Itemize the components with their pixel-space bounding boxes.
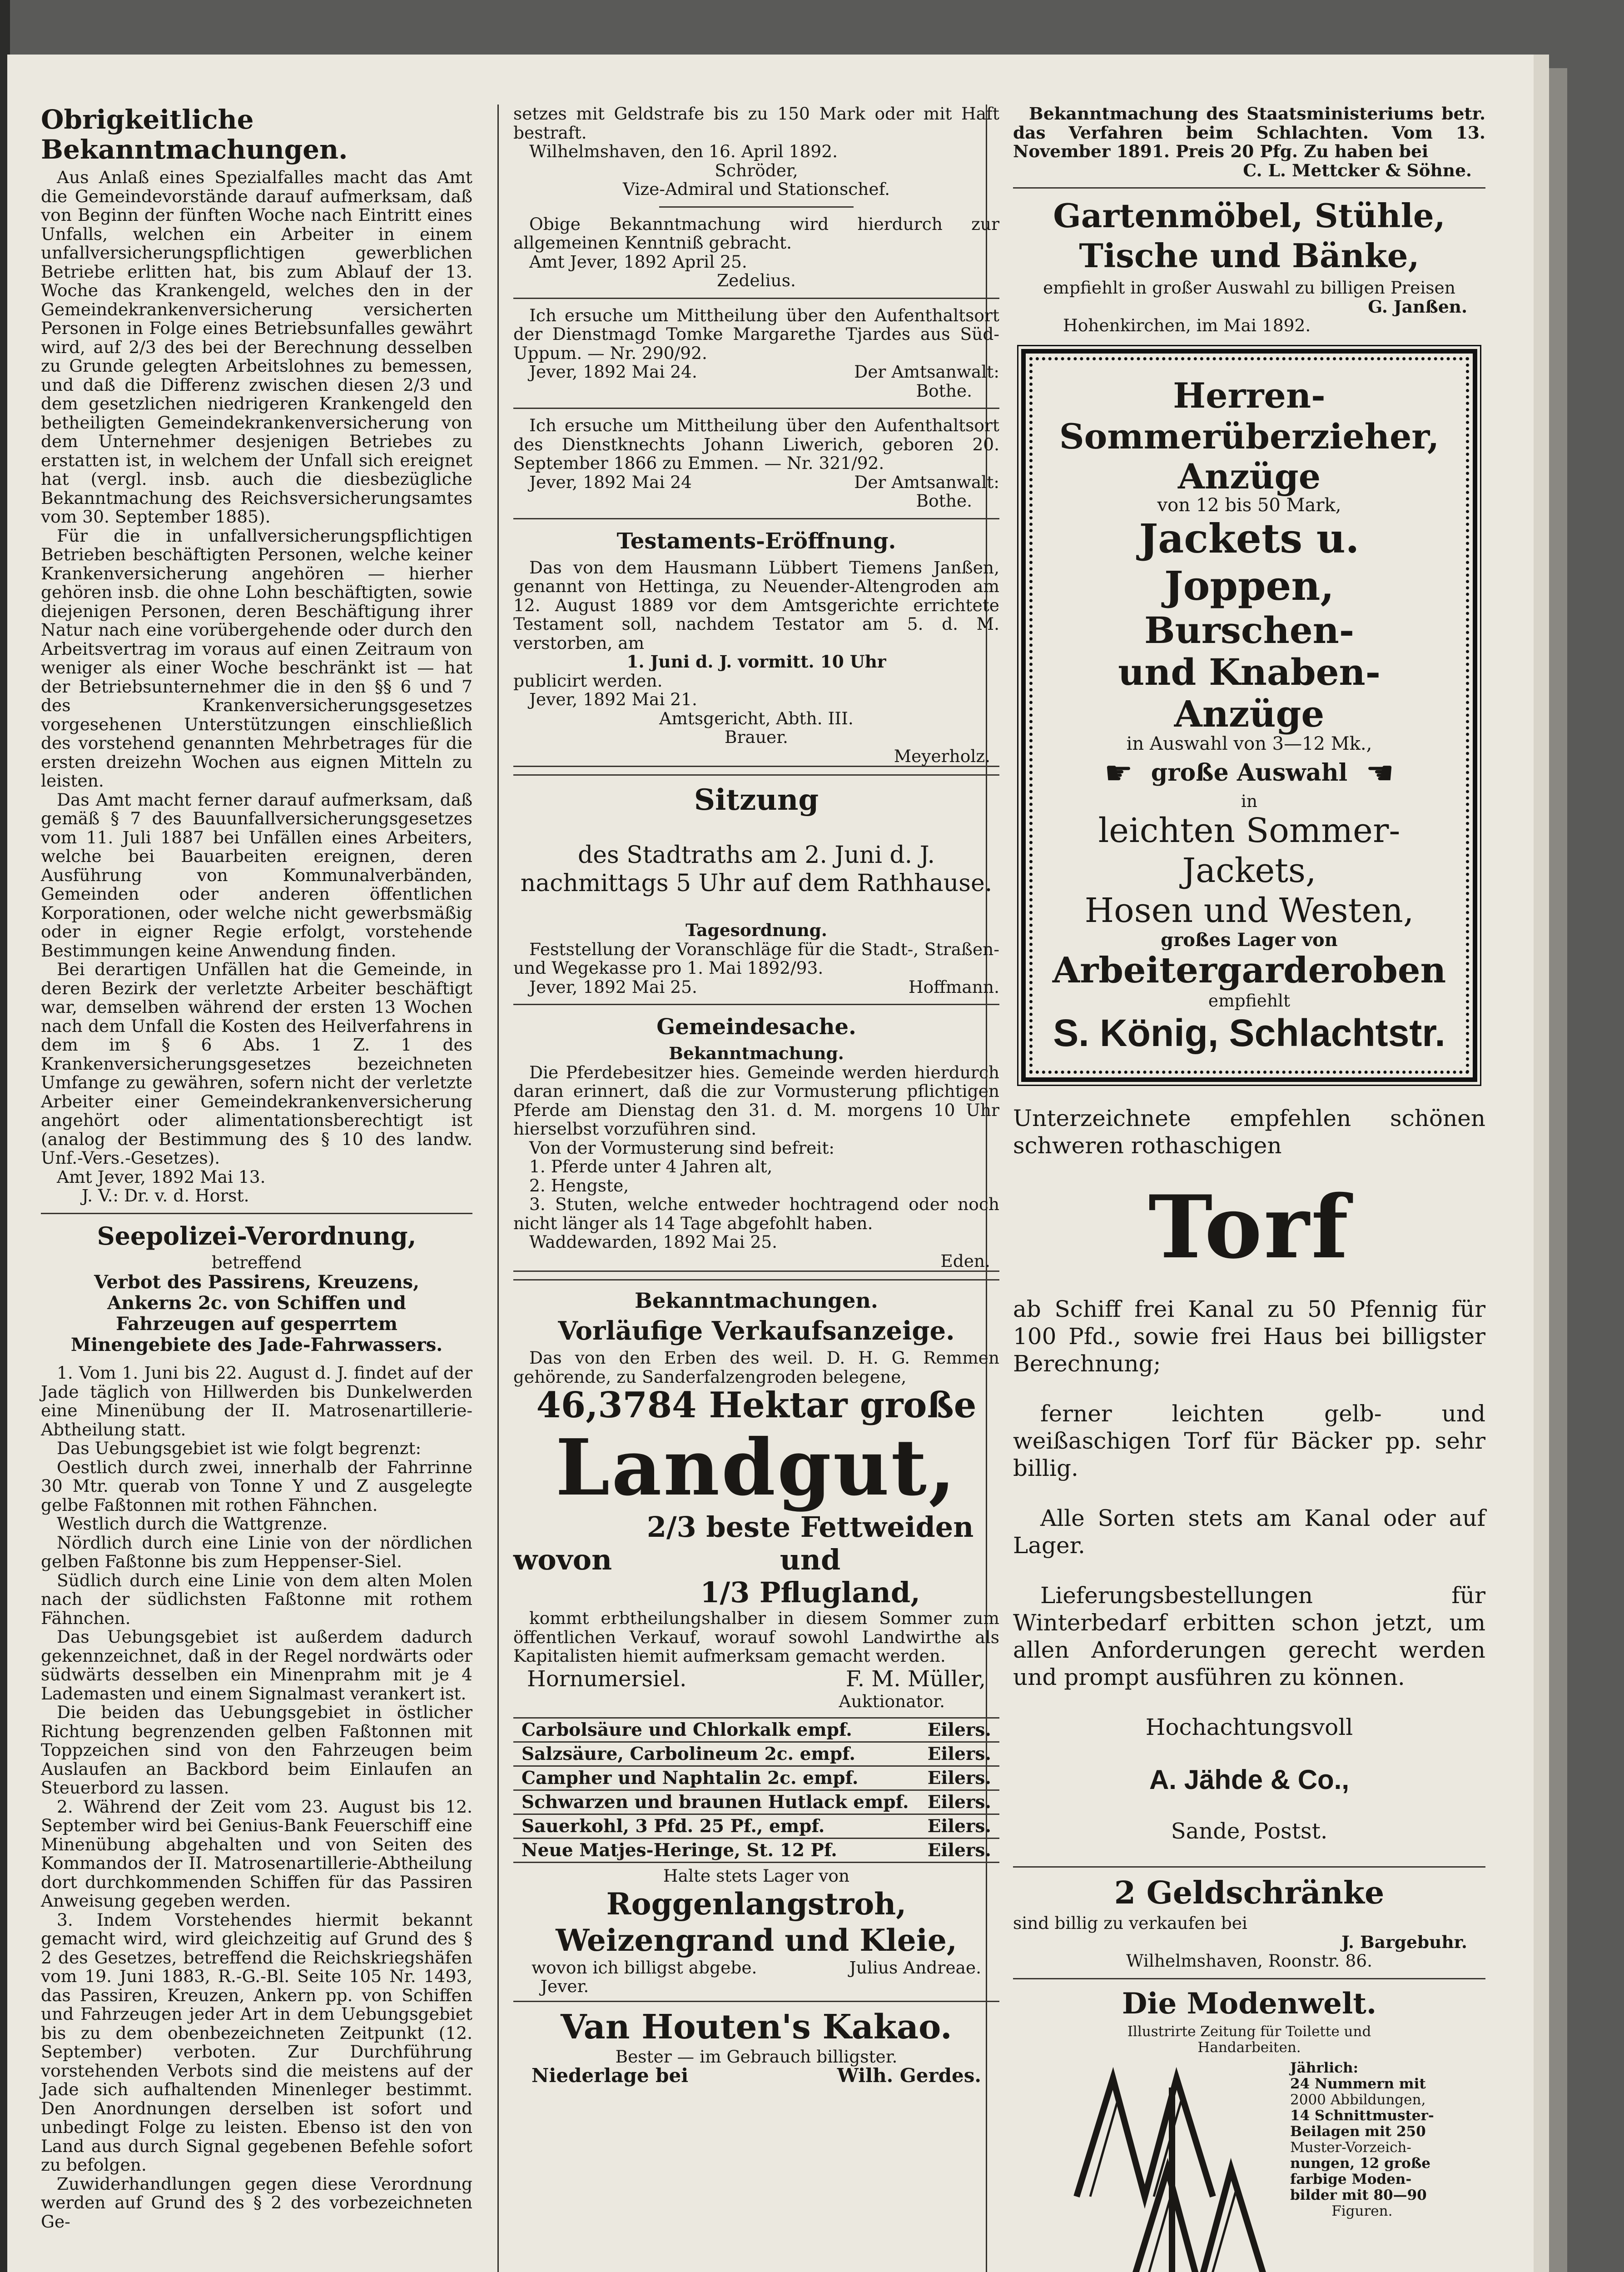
ad-line-herren: Herren-Sommerüberzieher, bbox=[1059, 375, 1440, 457]
ad-text: Niederlage bei bbox=[531, 2064, 689, 2087]
notice-paragraph: Für die in unfallversicherungspflichtigen Betrieben beschäftigten Personen, welche keiner Krankenversicherung angehören — hierher gehören insb. die ohne Lohn beschäftigten, sowie diejenigen Personen, deren Beschäftigung ihrer Natur nach eine vorübergehende oder durch den Arbeitsvertrag im voraus auf einen Zeitraum von weniger als einer Woche beschränkt ist — hat der Betriebsunternehmer die in den §§ 6 und 7 des Krankenversicherungsgesetzes vorgesehenen Unterstützungen einschließlich des vorstehend genannten Mehrbetrages für die ersten dreizehn Wochen aus eignen Mitteln zu leisten. bbox=[41, 525, 472, 791]
regulation-paragraph: 2. Während der Zeit vom 23. August bis 12. September wird bei Genius-Bank Feuerschiff eine Minenübung abgehalten und von Seiten des Kommandos der II. Matrosenartillerie-Abtheilung dort durchkommenden Schiffen für das Passiren Anweisung gegeben werden. bbox=[41, 1796, 472, 1911]
ad-subtitle: Illustrirte Zeitung für Toilette und Handarbeiten. bbox=[1127, 2023, 1371, 2056]
notice-text: Von der Vormusterung sind befreit: bbox=[529, 1137, 835, 1158]
sale-text: kommt erbtheilungshalber in diesem Sommer zum öffentlichen Verkauf, worauf sowohl Landwirthe als Kapitalisten hiemit aufmerksam gemacht werden. bbox=[513, 1608, 999, 1666]
modenwelt-detail: nungen, 12 große bbox=[1290, 2155, 1431, 2172]
notice-office: Der Amtsanwalt: bbox=[854, 472, 999, 492]
sitzung-text: des Stadtraths am 2. Juni d. J. nachmittags 5 Uhr auf dem Rathhause. bbox=[520, 842, 993, 897]
notice-place-date: Jever, 1892 Mai 24. bbox=[529, 362, 697, 382]
ad-line-grosse: große Auswahl bbox=[1151, 758, 1348, 787]
signature-name: J. V.: Dr. v. d. Horst. bbox=[82, 1186, 249, 1206]
ad-text: Lieferungsbestellungen für Winterbedarf erbitten schon jetzt, um allen Anforderungen gerecht werden und prompt ausführen zu können. bbox=[1013, 1582, 1485, 1690]
sale-text: Das von den Erben des weil. D. H. G. Remmen gehörende, zu Sanderfalzengroden belegene, bbox=[513, 1348, 999, 1387]
ad-line-burschen: Burschen- bbox=[1144, 609, 1355, 652]
sale-wovon: wovon bbox=[513, 1543, 612, 1576]
regulation-paragraph: Das Uebungsgebiet ist wie folgt begrenzt: bbox=[57, 1438, 422, 1458]
modenwelt-detail: Beilagen mit 250 bbox=[1290, 2123, 1426, 2140]
divider bbox=[1013, 1978, 1485, 1979]
ad-vendor: Eilers. bbox=[927, 1744, 991, 1764]
heading-testament: Testaments-Eröffnung. bbox=[616, 528, 896, 554]
notice-text: Das von dem Hausmann Lübbert Tiemens Janßen, genannt von Hettinga, zu Neuender-Altengroden am 12. August 1889 vor dem Amtsgerichte errichtete Testament soll, nachdem Testator am 5. d. M. verstorben, am bbox=[513, 557, 999, 653]
ad-text: Alle Sorten stets am Kanal oder auf Lager. bbox=[1013, 1505, 1485, 1559]
notice-text: Obige Bekanntmachung wird hierdurch zur allgemeinen Kenntniß gebracht. bbox=[513, 214, 999, 253]
notice-signature: Bothe. bbox=[916, 380, 972, 401]
ad-text: Hochachtungsvoll bbox=[1145, 1714, 1353, 1740]
column-2 bbox=[513, 105, 999, 2085]
ad-text: Halte stets Lager von bbox=[663, 1866, 850, 1886]
notice-paragraph: Aus Anlaß eines Spezialfalles macht das Amt die Gemeindevorstände darauf aufmerksam, daß von Beginn der fünften Woche nach Eintritt eines Unfalls, welchen ein Arbeiter in einem unfallversicherungspflichtigen gewerblichen Betriebe erlitten hat, bis zum Ablauf der 13. Woche das Krankengeld, welches den in der Gemeindekrankenversicherung versicherten Personen in Folge eines Betriebsunfalles gewährt wird, auf 2/3 des bei der Berechnung desselben zu Grunde gelegten Arbeitslohnes zu bemessen, und daß die Differenz zwischen diesen 2/3 und dem gesetzlichen niedrigeren Krankengeld den betheiligten Gemeindekrankenversicherung von dem Unternehmer desjenigen Betriebes zu erstatten ist, in welchem der Unfall sich ereignet hat (vergl. insb. auch die diesbezügliche Bekanntmachung des Reichsversicherungsamtes vom 30. September 1885). bbox=[41, 167, 472, 527]
regulation-paragraph: 1. Vom 1. Juni bis 22. August d. J. findet auf der Jade täglich von Hillwerden bis Dunkelwerden eine Minenübung der II. Matrosenartillerie-Abtheilung statt. bbox=[41, 1363, 472, 1440]
divider bbox=[513, 1279, 999, 1280]
ad-heading-gartenmoebel: Gartenmöbel, Stühle, Tische und Bänke, bbox=[1053, 196, 1445, 275]
notice-signature: Hoffmann. bbox=[908, 977, 999, 997]
sale-area: 46,3784 Hektar große bbox=[536, 1385, 977, 1426]
sale-place: Hornumersiel. bbox=[527, 1666, 687, 1692]
divider bbox=[513, 408, 999, 409]
notice-place-date: Jever, 1892 Mai 24 bbox=[529, 472, 692, 492]
page-stack bbox=[1549, 68, 1567, 2272]
regulation-paragraph: Westlich durch die Wattgrenze. bbox=[57, 1514, 328, 1534]
divider bbox=[513, 518, 999, 519]
column-rule bbox=[497, 105, 499, 2272]
divider bbox=[659, 206, 854, 208]
modenwelt-detail: bilder mit 80—90 bbox=[1290, 2187, 1427, 2203]
ad-line-in: in bbox=[1241, 791, 1258, 811]
divider bbox=[513, 298, 999, 299]
notice-place-date: Amt Jever, 1892 April 25. bbox=[529, 251, 747, 272]
notice-signature: Zedelius. bbox=[717, 270, 796, 290]
notice-text: Bekanntmachung des Staatsministeriums betr. das Verfahren beim Schlachten. Vom 13. November 1891. Preis 20 Pfg. Zu haben bei bbox=[1013, 104, 1485, 161]
modenwelt-detail: Figuren. bbox=[1331, 2202, 1393, 2219]
sale-auctioneer: F. M. Müller, bbox=[845, 1666, 986, 1692]
notice-text: Ich ersuche um Mittheilung über den Aufenthaltsort der Dienstmagd Tomke Margarethe Tjardes aus Süd-Uppum. — Nr. 290/92. bbox=[513, 305, 999, 363]
column-3 bbox=[1013, 105, 1485, 2272]
ad-vendor: G. Janßen. bbox=[1368, 296, 1467, 317]
modenwelt-detail: 2000 Abbildungen, bbox=[1290, 2091, 1426, 2108]
notice-text: Ich ersuche um Mittheilung über den Aufenthaltsort des Dienstknechts Johann Liwerich, geboren 20. September 1866 zu Emmen. — Nr. 321/92. bbox=[513, 415, 999, 473]
regulation-paragraph: Nördlich durch eine Linie von der nördlichen gelben Faßtonne bis zum Heppenser-Siel. bbox=[41, 1532, 472, 1571]
notice-signature: Schröder, bbox=[715, 160, 798, 180]
ad-line: Sauerkohl, 3 Pfd. 25 Pf., empf. bbox=[521, 1816, 825, 1837]
ad-vendor: Eilers. bbox=[927, 1792, 991, 1813]
modenwelt-detail: 14 Schnittmuster- bbox=[1290, 2107, 1434, 2124]
ad-line: Salzsäure, Carbolineum 2c. empf. bbox=[521, 1744, 855, 1764]
notice-place-date: Waddewarden, 1892 Mai 25. bbox=[529, 1232, 778, 1252]
ad-heading-vanhouten: Van Houten's Kakao. bbox=[561, 2007, 952, 2047]
divider bbox=[513, 1004, 999, 1005]
ad-text: ferner leichten gelb- und weißaschigen Torf für Bäcker pp. sehr billig. bbox=[1013, 1400, 1485, 1481]
notice-text: setzes mit Geldstrafe bis zu 150 Mark oder mit Haft bestraft. bbox=[513, 104, 999, 143]
ad-heading-modenwelt: Die Modenwelt. bbox=[1122, 1986, 1377, 2021]
ad-line-vendor: S. König, Schlachtstr. bbox=[1053, 1011, 1445, 1054]
heading-sitzung: Sitzung bbox=[694, 783, 819, 817]
ad-vendor: Eilers. bbox=[927, 1719, 991, 1740]
ad-place: Sande, Postst. bbox=[1171, 1819, 1328, 1844]
regulation-paragraph: Das Uebungsgebiet ist außerdem dadurch gekennzeichnet, daß in der Regel nordwärts oder südwärts desselben ein Minenprahm mit je 4 Lademasten und einem Signalmast verankert ist. bbox=[41, 1627, 472, 1704]
ad-line-price: von 12 bis 50 Mark, bbox=[1157, 494, 1341, 516]
subheading: Bekanntmachung. bbox=[669, 1043, 844, 1063]
signature-place: Amt Jever, 1892 Mai 13. bbox=[57, 1166, 266, 1187]
ad-line-arbeitergarderoben: Arbeitergarderoben bbox=[1052, 949, 1446, 991]
ad-text: sind billig zu verkaufen bei bbox=[1013, 1913, 1247, 1933]
column-1 bbox=[41, 105, 472, 2231]
modenwelt-detail: Muster-Vorzeich- bbox=[1290, 2139, 1411, 2156]
regulation-paragraph: 3. Indem Vorstehendes hiermit bekannt gemacht wird, wird gleichzeitig auf Grund des § 2 des Gesetzes, betreffend die Reichskriegshäfen vom 19. Juni 1883, R.-G.-Bl. Seite 105 Nr. 1493, das Passiren, Kreuzen, Ankern pp. von Schiffen und Fahrzeugen jeder Art in dem Uebungsgebiet bis zu dem obenbezeichneten Zeitpunkt (12. September) verboten. Zur Durchführung vorstehenden Verbots sind die meistens auf der Jade sich aufhaltenden Minenleger bestimmt. Den Anordnungen derselben ist sofort und unbedingt Folge zu leisten. Ebenso ist den von Land aus durch Signal gegebenen Befehle sofort zu befolgen. bbox=[41, 1909, 472, 2175]
page-edge bbox=[1534, 55, 1549, 2272]
notice-office: Der Amtsanwalt: bbox=[854, 362, 999, 382]
ad-heading-roggen: Roggenlangstroh, Weizengrand und Kleie, bbox=[556, 1886, 957, 1958]
modenwelt-logo-icon bbox=[1063, 2060, 1281, 2272]
list-item: 1. Pferde unter 4 Jahren alt, bbox=[529, 1156, 773, 1176]
heading-gemeindesache: Gemeindesache. bbox=[656, 1014, 856, 1040]
ad-line-knaben: und Knaben-Anzüge bbox=[1118, 651, 1381, 735]
ad-line: Schwarzen und braunen Hutlack empf. bbox=[521, 1792, 909, 1813]
ad-line-anzuege: Anzüge bbox=[1177, 456, 1321, 497]
heading-verkaufsanzeige: Vorläufige Verkaufsanzeige. bbox=[558, 1316, 955, 1346]
ad-text: wovon ich billigst abgebe. bbox=[531, 1957, 757, 1978]
regulation-paragraph: Südlich durch eine Linie von dem alten Molen nach der südlichsten Faßtonne mit rothem Fähnchen. bbox=[41, 1570, 472, 1628]
list-item: 2. Hengste, bbox=[529, 1175, 629, 1196]
pointing-hand-left-icon: ☚ bbox=[1366, 754, 1395, 792]
ad-text: Unterzeichnete empfehlen schönen schweren rothaschigen bbox=[1013, 1105, 1485, 1159]
ad-line-auswahl: in Auswahl von 3—12 Mk., bbox=[1126, 733, 1372, 754]
regulation-paragraph: Zuwiderhandlungen gegen diese Verordnung werden auf Grund des § 2 des vorbezeichneten Ge- bbox=[41, 2173, 472, 2232]
ad-place-date: Hohenkirchen, im Mai 1892. bbox=[1063, 315, 1311, 335]
ad-signature: Julius Andreae. bbox=[849, 1957, 981, 1978]
subheading-verbot: Verbot des Passirens, Kreuzens, Ankerns 2c. von Schiffen und Fahrzeugen auf gesperrtem Minengebiete des Jade-Fahrwassers. bbox=[70, 1271, 443, 1355]
ad-place: Jever. bbox=[541, 1976, 589, 1996]
notice-signature: Brauer. bbox=[725, 727, 788, 747]
ad-place: Wilhelmshaven, Roonstr. 86. bbox=[1126, 1951, 1373, 1971]
heading-obrigkeitliche: Obrigkeitliche Bekanntmachungen. bbox=[41, 104, 348, 165]
sitzung-agenda: Feststellung der Voranschläge für die Stadt-, Straßen- und Wegekasse pro 1. Mai 1892/93. bbox=[513, 939, 999, 978]
modenwelt-detail: Jährlich: bbox=[1290, 2059, 1359, 2076]
list-item: 3. Stuten, welche entweder hochtragend oder noch nicht länger als 14 Tage abgefohlt haben. bbox=[513, 1194, 999, 1233]
modenwelt-detail: farbige Moden- bbox=[1290, 2171, 1412, 2187]
ad-vendor: Eilers. bbox=[927, 1768, 991, 1789]
notice-date-emphasis: 1. Juni d. J. vormitt. 10 Uhr bbox=[626, 652, 886, 672]
regulation-paragraph: Oestlich durch zwei, innerhalb der Fahrrinne 30 Mtr. querab von Tonne Y und Z ausgelegte gelbe Faßtonnen mit rothen Fähnchen. bbox=[41, 1457, 472, 1515]
notice-paragraph: Bei derartigen Unfällen hat die Gemeinde, in deren Bezirk der verletzte Arbeiter beschäftigt war, demselben während der ersten 13 Wochen nach dem Unfall die Kosten des Heilverfahrens in dem im § 6 Abs. 1 Z. 1 des Krankenversicherungsgesetzes bezeichneten Umfange zu gewähren, sofern nicht der verletzte Arbeiter einer Gemeindekrankenversicherung angehört oder alimentationsberechtigt ist (analog der Bestimmung des § 10 des landw. Unf.-Vers.-Gesetzes). bbox=[41, 959, 472, 1168]
ad-line: Neue Matjes-Heringe, St. 12 Pf. bbox=[521, 1840, 837, 1861]
ad-line-jackets: Jackets u. Joppen, bbox=[1139, 515, 1360, 609]
divider bbox=[513, 2001, 999, 2002]
ad-vendor: J. Bargebuhr. bbox=[1341, 1932, 1467, 1952]
ad-heading-geldschraenke: 2 Geldschränke bbox=[1114, 1875, 1385, 1911]
ad-vendor: Wilh. Gerdes. bbox=[837, 2064, 981, 2087]
sale-auctioneer-title: Auktionator. bbox=[839, 1691, 945, 1711]
notice-signature-title: Vize-Admiral und Stationschef. bbox=[622, 179, 890, 199]
notice-text: Die Pferdebesitzer hies. Gemeinde werden hierdurch daran erinnert, daß die zur Vormusterung pflichtigen Pferde am Dienstag den 31. d. M. morgens 10 Uhr hierselbst vorzuführen sind. bbox=[513, 1062, 999, 1139]
modenwelt-detail: 24 Nummern mit bbox=[1290, 2075, 1426, 2092]
notice-text: publicirt werden. bbox=[513, 670, 663, 691]
ad-line: Campher und Naphtalin 2c. empf. bbox=[521, 1768, 859, 1789]
ad-heading-torf: Torf bbox=[1148, 1176, 1351, 1278]
ad-text: Bester — im Gebrauch billigster. bbox=[615, 2046, 898, 2067]
ad-vendor: A. Jähde & Co., bbox=[1149, 1764, 1350, 1795]
heading-seepolizei: Seepolizei-Verordnung, bbox=[97, 1221, 417, 1251]
ad-line-empfiehlt: empfiehlt bbox=[1208, 990, 1291, 1011]
ad-line-hosen: Hosen und Westen, bbox=[1084, 891, 1414, 930]
ad-vendor: Eilers. bbox=[927, 1840, 991, 1861]
divider bbox=[41, 1213, 472, 1214]
notice-office: Amtsgericht, Abth. III. bbox=[659, 708, 854, 728]
framed-ad-koenig bbox=[1021, 349, 1477, 1082]
ad-line: Carbolsäure und Chlorkalk empf. bbox=[521, 1719, 852, 1740]
divider bbox=[513, 774, 999, 776]
ad-text: ab Schiff frei Kanal zu 50 Pfennig für 100 Pfd., sowie frei Haus bei billigster Berechnung; bbox=[1013, 1296, 1485, 1377]
regulation-paragraph: Die beiden das Uebungsgebiet in östlicher Richtung begrenzenden gelben Faßtonnen mit Toppzeichen sind von den Fahrzeugen beim Auslaufen an Backbord beim Einlaufen an Steuerbord zu lassen. bbox=[41, 1702, 472, 1798]
ad-text: empfiehlt in großer Auswahl zu billigen Preisen bbox=[1043, 278, 1455, 298]
notice-signature: Eden. bbox=[513, 1252, 999, 1272]
pointing-hand-right-icon: ☛ bbox=[1104, 754, 1133, 792]
notice-place-date: Wilhelmshaven, den 16. April 1892. bbox=[529, 141, 838, 161]
notice-vendor: C. L. Mettcker & Söhne. bbox=[1243, 160, 1472, 180]
subheading: betreffend bbox=[211, 1252, 302, 1272]
notice-signature: Meyerholz. bbox=[513, 747, 999, 767]
notice-signature: Bothe. bbox=[916, 491, 972, 511]
notice-paragraph: Das Amt macht ferner darauf aufmerksam, daß gemäß § 7 des Bauunfallversicherungsgesetzes vom 11. Juli 1887 bei Unfällen eines Arbeiters, welche bei Bauarbeiten ereignen, deren Ausführung von Kommunalverbänden, Gemeinden oder anderen öffentlichen Korporationen, oder welche nicht gewerbsmäßig oder in eigner Regie erfolgt, vorstehende Bestimmungen keine Anwendung finden. bbox=[41, 789, 472, 961]
notice-place-date: Jever, 1892 Mai 25. bbox=[529, 977, 697, 997]
divider bbox=[1013, 187, 1485, 189]
sitzung-tagesordnung: Tagesordnung. bbox=[685, 920, 827, 940]
sale-fettweiden: 2/3 beste Fettweiden und bbox=[646, 1510, 974, 1576]
sale-landgut: Landgut, bbox=[555, 1422, 958, 1513]
notice-place-date: Jever, 1892 Mai 21. bbox=[529, 689, 697, 709]
ad-vendor: Eilers. bbox=[927, 1816, 991, 1837]
ad-line-lager: großes Lager von bbox=[1161, 929, 1338, 951]
ad-line-sommerjackets: leichten Sommer-Jackets, bbox=[1098, 811, 1401, 890]
sale-pflugland: 1/3 Pflugland, bbox=[700, 1576, 920, 1609]
divider bbox=[1013, 1866, 1485, 1868]
heading-bekanntmachungen: Bekanntmachungen. bbox=[635, 1288, 878, 1313]
